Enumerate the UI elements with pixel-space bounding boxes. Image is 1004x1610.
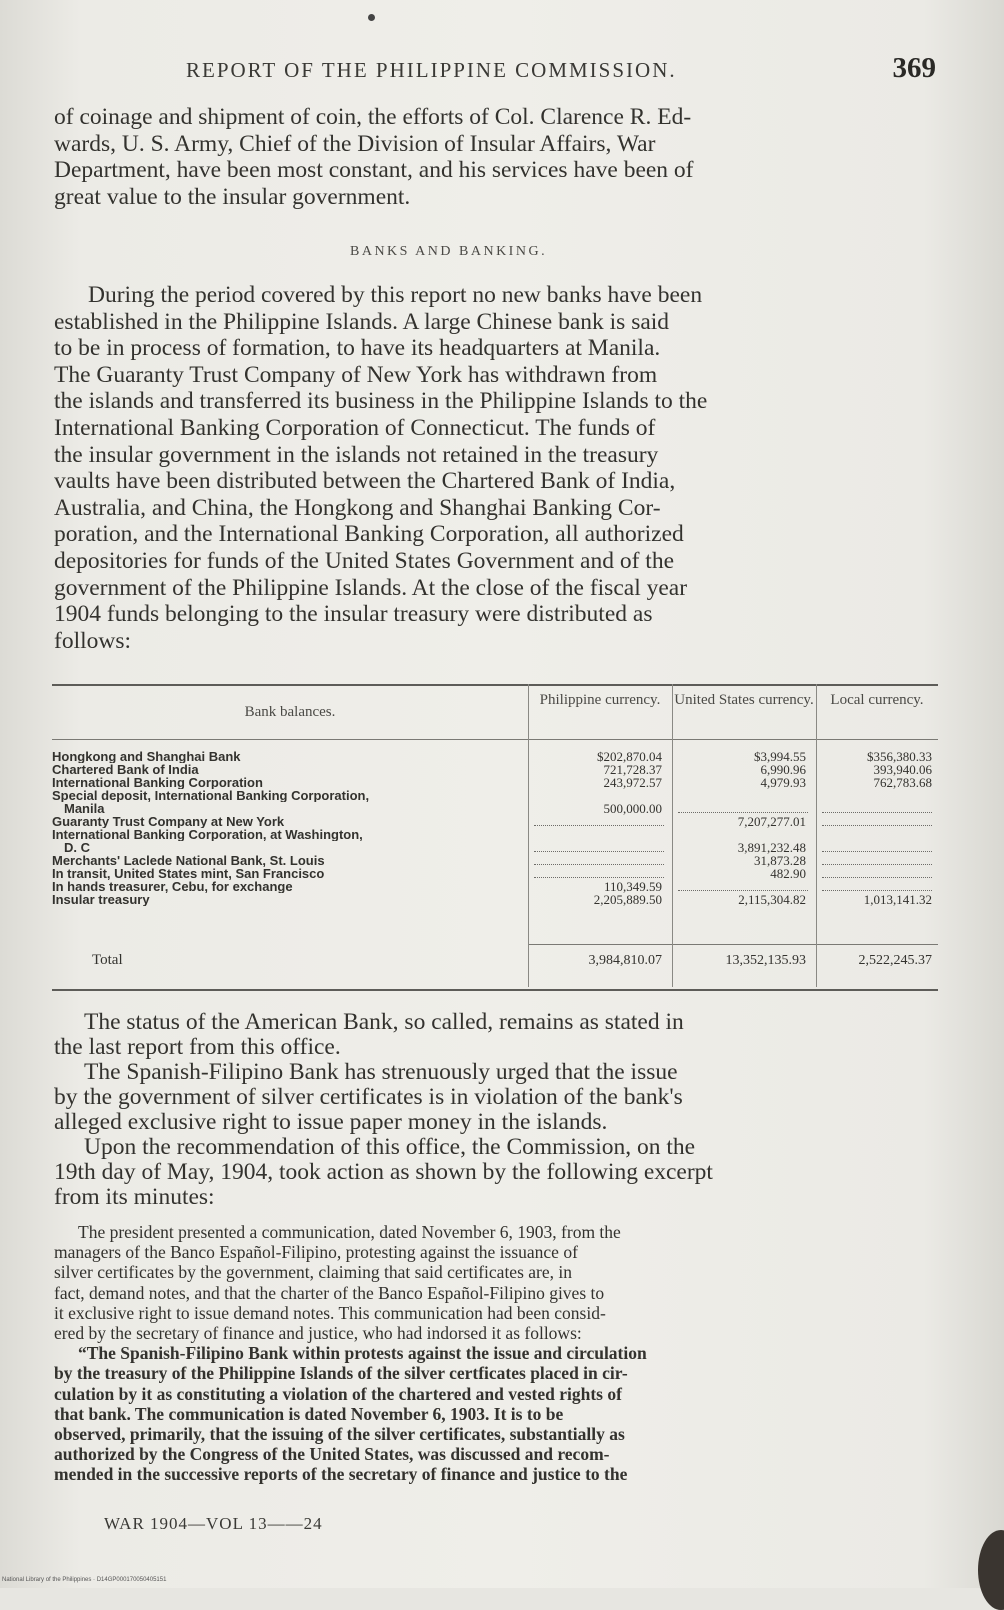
library-imprint: National Library of the Philippines · D14GP000170050405151 xyxy=(2,1577,167,1583)
cell-us: 482.90 xyxy=(770,866,806,881)
text-line: by the government of silver certificates is in violation of the bank's xyxy=(54,1084,683,1110)
quote-line: The president presented a communication, dated November 6, 1903, from the xyxy=(78,1222,621,1242)
text-line: Department, have been most constant, and his services have been of xyxy=(54,157,694,184)
quote-line: observed, primarily, that the issuing of the silver certificates, substantially as xyxy=(54,1424,625,1445)
table-total-rule xyxy=(528,944,938,945)
table-bottom-rule xyxy=(52,989,938,991)
column-divider xyxy=(528,684,529,987)
text-line: During the period covered by this report no new banks have been xyxy=(88,282,703,308)
text-line: from its minutes: xyxy=(54,1184,215,1210)
cell-php: 243,972.57 xyxy=(603,775,662,790)
quote-line: ered by the secretary of finance and justice, who had indorsed it as follows: xyxy=(54,1323,582,1344)
cell-php: 500,000.00 xyxy=(603,801,662,816)
cell-us: 4,979.93 xyxy=(760,775,806,790)
cell-php: 721,728.37 xyxy=(603,762,662,777)
total-us: 13,352,135.93 xyxy=(725,953,806,968)
column-header-bank-balances: Bank balances. xyxy=(244,704,336,720)
text-line: International Banking Corporation of Connecticut. The funds of xyxy=(54,414,656,441)
text-line: wards, U. S. Army, Chief of the Division of Insular Affairs, War xyxy=(54,130,656,157)
text-line: poration, and the International Banking Corporation, all authorized xyxy=(54,521,684,548)
quote-line: by the treasury of the Philippine Islands of the silver certficates placed in cir- xyxy=(54,1363,628,1384)
text-line: great value to the insular government. xyxy=(54,183,411,210)
text-line: The Guaranty Trust Company of New York has withdrawn from xyxy=(54,361,658,388)
empty-cell-leader xyxy=(534,851,664,852)
column-header-us-currency: United States currency. xyxy=(674,692,814,708)
quote-line: authorized by the Congress of the United States, was discussed and recom- xyxy=(54,1444,610,1465)
banks-paragraph xyxy=(54,282,934,654)
row-label: Chartered Bank of India xyxy=(52,763,199,776)
empty-cell-leader xyxy=(534,825,664,826)
cell-us: 6,990.96 xyxy=(760,762,806,777)
later-paragraphs xyxy=(54,1010,934,1210)
row-label: Guaranty Trust Company at New York xyxy=(52,815,285,828)
table-header-rule xyxy=(52,739,938,740)
column-divider xyxy=(672,684,673,987)
cell-local: 762,783.68 xyxy=(873,775,932,790)
row-label-continuation: D. C xyxy=(64,840,90,855)
cell-php: $202,870.04 xyxy=(597,749,662,764)
text-line: government of the Philippine Islands. At the close of the fiscal year xyxy=(54,574,688,601)
intro-paragraph xyxy=(54,104,934,210)
section-heading: BANKS AND BANKING. xyxy=(350,244,548,259)
text-line: The status of the American Bank, so called, remains as stated in xyxy=(84,1009,684,1035)
cell-local: 1,013,141.32 xyxy=(863,892,932,907)
quote-line: “The Spanish-Filipino Bank within protests against the issue and circulation xyxy=(78,1343,647,1364)
cell-local: 393,940.06 xyxy=(873,762,932,777)
row-label-continuation: Manila xyxy=(64,801,105,816)
column-divider xyxy=(816,684,817,987)
quote-line: mended in the successive reports of the secretary of finance and justice to the xyxy=(54,1464,628,1485)
quote-line: it exclusive right to issue demand notes. This communication had been consid- xyxy=(54,1302,606,1323)
text-line: the last report from this office. xyxy=(54,1034,341,1060)
text-line: the islands and transferred its business in the Philippine Islands to the xyxy=(54,388,708,415)
text-line: follows: xyxy=(54,627,132,654)
text-line: vaults have been distributed between the Chartered Bank of India, xyxy=(54,468,676,495)
empty-cell-leader xyxy=(534,864,664,865)
minutes-excerpt xyxy=(54,1222,934,1485)
row-label: Merchants' Laclede National Bank, St. Louis xyxy=(52,854,325,867)
empty-cell-leader xyxy=(822,877,932,878)
cell-us: 7,207,277.01 xyxy=(737,814,806,829)
quote-line: that bank. The communication is dated November 6, 1903. It is to be xyxy=(54,1403,564,1424)
row-label: In hands treasurer, Cebu, for exchange xyxy=(52,880,293,893)
total-php: 3,984,810.07 xyxy=(588,953,662,968)
cell-us: 2,115,304.82 xyxy=(738,892,806,907)
row-label: Insular treasury xyxy=(52,893,150,906)
row-label: In transit, United States mint, San Francisco xyxy=(52,867,325,880)
top-dot-mark xyxy=(368,14,375,21)
cell-us: 3,891,232.48 xyxy=(737,840,806,855)
text-line: Upon the recommendation of this office, the Commission, on the xyxy=(84,1134,696,1160)
text-line: Australia, and China, the Hongkong and Shanghai Banking Cor- xyxy=(54,494,661,521)
total-local: 2,522,245.37 xyxy=(858,953,932,968)
cell-local: $356,380.33 xyxy=(867,749,932,764)
cell-php: 2,205,889.50 xyxy=(593,892,662,907)
cell-php: 110,349.59 xyxy=(603,879,662,894)
running-title: REPORT OF THE PHILIPPINE COMMISSION. xyxy=(186,58,677,82)
quote-line: culation by it as constituting a violation of the chartered and vested rights of xyxy=(54,1383,622,1404)
text-line: to be in process of formation, to have its headquarters at Manila. xyxy=(54,335,661,362)
page-number: 369 xyxy=(892,52,936,84)
column-header-local-currency: Local currency. xyxy=(830,692,924,708)
row-label: Special deposit, International Banking Corporation, xyxy=(52,789,370,802)
text-line: alleged exclusive right to issue paper money in the islands. xyxy=(54,1109,608,1135)
text-line: depositories for funds of the United States Government and of the xyxy=(54,547,674,574)
empty-cell-leader xyxy=(534,877,664,878)
empty-cell-leader xyxy=(822,851,932,852)
text-line: 19th day of May, 1904, took action as shown by the following excerpt xyxy=(54,1159,713,1185)
signature-line: WAR 1904—VOL 13——24 xyxy=(104,1514,323,1533)
row-label: International Banking Corporation, at Washington, xyxy=(52,828,363,841)
text-line: established in the Philippine Islands. A large Chinese bank is said xyxy=(54,308,670,335)
quote-line: fact, demand notes, and that the charter of the Banco Español-Filipino gives to xyxy=(54,1282,605,1303)
empty-cell-leader xyxy=(822,825,932,826)
column-header-philippine-currency: Philippine currency. xyxy=(539,692,661,708)
total-label: Total xyxy=(92,954,123,967)
text-line: the insular government in the islands not retained in the treasury xyxy=(54,441,659,468)
cell-us: 31,873.28 xyxy=(754,853,806,868)
empty-cell-leader xyxy=(822,890,932,891)
cell-us: $3,994.55 xyxy=(754,749,806,764)
quote-line: silver certificates by the government, claiming that said certificates are, in xyxy=(54,1262,572,1283)
text-line: The Spanish-Filipino Bank has strenuously urged that the issue xyxy=(84,1059,678,1085)
row-label: International Banking Corporation xyxy=(52,776,263,789)
row-label: Hongkong and Shanghai Bank xyxy=(52,750,241,763)
empty-cell-leader xyxy=(822,864,932,865)
empty-cell-leader xyxy=(678,812,808,813)
quote-line: managers of the Banco Español-Filipino, protesting against the issuance of xyxy=(54,1242,578,1263)
empty-cell-leader xyxy=(822,812,932,813)
empty-cell-leader xyxy=(678,890,808,891)
scan-corner-shadow xyxy=(978,1530,1004,1610)
running-head xyxy=(56,52,936,88)
text-line: 1904 funds belonging to the insular treasury were distributed as xyxy=(54,601,653,628)
text-line: of coinage and shipment of coin, the efforts of Col. Clarence R. Ed- xyxy=(54,104,692,130)
table-top-rule xyxy=(52,684,938,686)
